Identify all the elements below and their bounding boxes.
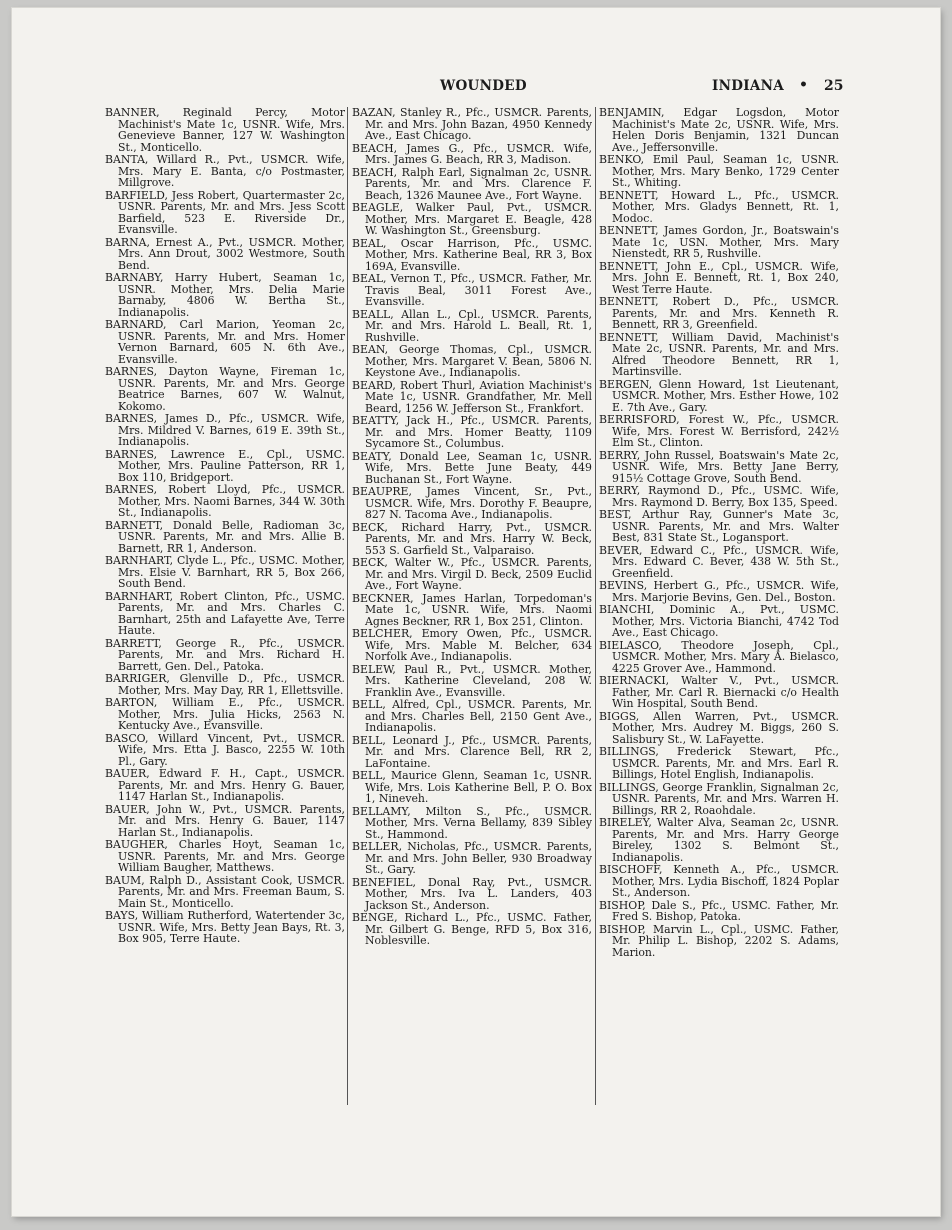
casualty-entry: BARNES, James D., Pfc., USMCR. Wife, Mrs. Mildred V. Barnes, 619 E. 39th St., Indianapolis. (105, 412, 345, 448)
document-page (12, 8, 940, 1216)
casualty-entry: BERRISFORD, Forest W., Pfc., USMCR. Wife, Mrs. Forest W. Berrisford, 242½ Elm St., Clinton. (599, 413, 839, 449)
casualty-entry: BISHOP, Dale S., Pfc., USMC. Father, Mr. Fred S. Bishop, Patoka. (599, 898, 839, 923)
casualty-entry: BELL, Leonard J., Pfc., USMCR. Parents, Mr. and Mrs. Clarence Bell, RR 2, LaFontaine. (352, 733, 592, 770)
casualty-entry: BIELASCO, Theodore Joseph, Cpl., USMCR. Mother, Mrs. Mary A. Bielasco, 4225 Grover Ave., Hammond. (599, 638, 839, 675)
casualty-entry: BELEW, Paul R., Pvt., USMCR. Mother, Mrs. Katherine Cleveland, 208 W. Franklin Ave., Evansville. (352, 662, 592, 699)
casualty-entry: BAUM, Ralph D., Assistant Cook, USMCR. Parents, Mr. and Mrs. Freeman Baum, S. Main St., Monticello. (105, 873, 345, 910)
column-divider (347, 107, 348, 1105)
casualty-entry: BASCO, Willard Vincent, Pvt., USMCR. Wife, Mrs. Etta J. Basco, 2255 W. 10th Pl., Gary. (105, 731, 345, 768)
casualty-entry: BEATTY, Jack H., Pfc., USMCR. Parents, Mr. and Mrs. Homer Beatty, 1109 Sycamore St., Columbus. (352, 414, 592, 450)
casualty-entry: BEATY, Donald Lee, Seaman 1c, USNR. Wife, Mrs. Bette June Beaty, 449 Buchanan St., Fort Wayne. (352, 449, 592, 486)
column-2 (352, 107, 592, 948)
casualty-entry: BARRIGER, Glenville D., Pfc., USMCR. Mother, Mrs. May Day, RR 1, Ellettsville. (105, 672, 345, 697)
casualty-entry: BENJAMIN, Edgar Logsdon, Motor Machinist's Mate 2c, USNR. Wife, Mrs. Helen Doris Benjamin, 1321 Duncan Ave., Jeffersonville. (599, 106, 839, 154)
casualty-entry: BELL, Alfred, Cpl., USMCR. Parents, Mr. and Mrs. Charles Bell, 2150 Gent Ave., Indianapolis. (352, 698, 592, 734)
casualty-entry: BEAN, George Thomas, Cpl., USMCR. Mother, Mrs. Margaret V. Bean, 5806 N. Keystone Ave., Indianapolis. (352, 343, 592, 379)
casualty-entry: BEVER, Edward C., Pfc., USMCR. Wife, Mrs. Edward C. Bever, 438 W. 5th St., Greenfield. (599, 543, 839, 580)
casualty-entry: BARNA, Ernest A., Pvt., USMCR. Mother, Mrs. Ann Drout, 3002 Westmore, South Bend. (105, 235, 345, 272)
casualty-entry: BEACH, James G., Pfc., USMCR. Wife, Mrs. James G. Beach, RR 3, Madison. (352, 141, 592, 166)
casualty-entry: BARNETT, Donald Belle, Radioman 3c, USNR. Parents, Mr. and Mrs. Allie B. Barnett, RR 1, Anderson. (105, 518, 345, 555)
casualty-entry: BEVINS, Herbert G., Pfc., USMCR. Wife, Mrs. Marjorie Bevins, Gen. Del., Boston. (599, 579, 839, 604)
casualty-entry: BIERNACKI, Walter V., Pvt., USMCR. Father, Mr. Carl R. Biernacki c/o Health Win Hospital, South Bend. (599, 674, 839, 710)
casualty-entry: BAUER, John W., Pvt., USMCR. Parents, Mr. and Mrs. Henry G. Bauer, 1147 Harlan St., Indianapolis. (105, 802, 345, 839)
casualty-entry: BEST, Arthur Ray, Gunner's Mate 3c, USNR. Parents, Mr. and Mrs. Walter Best, 831 State St., Logansport. (599, 508, 839, 544)
casualty-entry: BERRY, John Russel, Boatswain's Mate 2c, USNR. Wife, Mrs. Betty Jane Berry, 915½ Cottage Grove, South Bend. (599, 448, 839, 485)
casualty-entry: BISHOP, Marvin L., Cpl., USMC. Father, Mr. Philip L. Bishop, 2202 S. Adams, Marion. (599, 922, 839, 959)
casualty-entry: BELLAMY, Milton S., Pfc., USMCR. Mother, Mrs. Verna Bellamy, 839 Sibley St., Hammond. (352, 804, 592, 841)
casualty-entry: BENEFIEL, Donal Ray, Pvt., USMCR. Mother, Mrs. Iva L. Landers, 403 Jackson St., Anderson. (352, 875, 592, 912)
casualty-entry: BENNETT, William David, Machinist's Mate 2c, USNR. Parents, Mr. and Mrs. Alfred Theodore Bennett, RR 1, Martinsville. (599, 330, 839, 378)
casualty-entry: BAUGHER, Charles Hoyt, Seaman 1c, USNR. Parents, Mr. and Mrs. George William Baugher, Matthews. (105, 838, 345, 874)
casualty-entry: BEALL, Allan L., Cpl., USMCR. Parents, Mr. and Mrs. Harold L. Beall, Rt. 1, Rushville. (352, 307, 592, 344)
section-title: WOUNDED (440, 78, 527, 94)
casualty-entry: BECKNER, James Harlan, Torpedoman's Mate 1c, USNR. Wife, Mrs. Naomi Agnes Beckner, RR 1, Box 251, Clinton. (352, 591, 592, 628)
casualty-entry: BEARD, Robert Thurl, Aviation Machinist's Mate 1c, USNR. Grandfather, Mr. Mell Beard, 1256 W. Jefferson St., Frankfort. (352, 378, 592, 415)
header-bullet: • (799, 77, 808, 93)
casualty-entry: BEAUPRE, James Vincent, Sr., Pvt., USMCR. Wife, Mrs. Dorothy F. Beaupre, 827 N. Tacoma Ave., Indianapolis. (352, 485, 592, 521)
casualty-entry: BEAL, Vernon T., Pfc., USMCR. Father, Mr. Travis Beal, 3011 Forest Ave., Evansville. (352, 272, 592, 308)
casualty-entry: BERGEN, Glenn Howard, 1st Lieutenant, USMCR. Mother, Mrs. Esther Howe, 102 E. 7th Ave., Gary. (599, 377, 839, 414)
casualty-entry: BARNABY, Harry Hubert, Seaman 1c, USNR. Mother, Mrs. Delia Marie Barnaby, 4806 W. Bertha St., Indianapolis. (105, 271, 345, 319)
casualty-entry: BENNETT, Howard L., Pfc., USMCR. Mother, Mrs. Gladys Bennett, Rt. 1, Modoc. (599, 188, 839, 225)
casualty-entry: BECK, Walter W., Pfc., USMCR. Parents, Mr. and Mrs. Virgil D. Beck, 2509 Euclid Ave., Fort Wayne. (352, 556, 592, 592)
column-1 (105, 107, 345, 946)
casualty-entry: BARNES, Lawrence E., Cpl., USMC. Mother, Mrs. Pauline Patterson, RR 1, Box 110, Bridgeport. (105, 447, 345, 484)
casualty-entry: BELLER, Nicholas, Pfc., USMCR. Parents, Mr. and Mrs. John Beller, 930 Broadway St., Gary. (352, 840, 592, 876)
casualty-entry: BENNETT, James Gordon, Jr., Boatswain's Mate 1c, USN. Mother, Mrs. Mary Nienstedt, RR 5, Rushville. (599, 224, 839, 260)
casualty-entry: BENKO, Emil Paul, Seaman 1c, USNR. Mother, Mrs. Mary Benko, 1729 Center St., Whiting. (599, 153, 839, 189)
casualty-entry: BARNES, Dayton Wayne, Fireman 1c, USNR. Parents, Mr. and Mrs. George Beatrice Barnes, 607 W. Walnut, Kokomo. (105, 365, 345, 413)
casualty-entry: BAYS, William Rutherford, Watertender 3c, USNR. Wife, Mrs. Betty Jean Bays, Rt. 3, Box 905, Terre Haute. (105, 909, 345, 945)
casualty-entry: BENNETT, Robert D., Pfc., USMCR. Parents, Mr. and Mrs. Kenneth R. Bennett, RR 3, Greenfield. (599, 295, 839, 331)
casualty-entry: BARNHART, Robert Clinton, Pfc., USMC. Parents, Mr. and Mrs. Charles C. Barnhart, 25th and Lafayette Ave, Terre Haute. (105, 589, 345, 637)
state-name: INDIANA (712, 78, 785, 94)
casualty-entry: BEAGLE, Walker Paul, Pvt., USMCR. Mother, Mrs. Margaret E. Beagle, 428 W. Washington St., Greensburg. (352, 201, 592, 237)
casualty-entry: BECK, Richard Harry, Pvt., USMCR. Parents, Mr. and Mrs. Harry W. Beck, 553 S. Garfield St., Valparaiso. (352, 520, 592, 557)
casualty-entry: BILLINGS, George Franklin, Signalman 2c, USNR. Parents, Mr. and Mrs. Warren H. Billings, RR 2, Roaohdale. (599, 780, 839, 817)
casualty-entry: BENGE, Richard L., Pfc., USMC. Father, Mr. Gilbert G. Benge, RFD 5, Box 316, Noblesville. (352, 911, 592, 947)
column-divider (595, 107, 596, 1105)
casualty-entry: BAZAN, Stanley R., Pfc., USMCR. Parents, Mr. and Mrs. John Bazan, 4950 Kennedy Ave., East Chicago. (352, 106, 592, 142)
casualty-entry: BARTON, William E., Pfc., USMCR. Mother, Mrs. Julia Hicks, 2563 N. Kentucky Ave., Evansville. (105, 696, 345, 732)
casualty-entry: BIANCHI, Dominic A., Pvt., USMC. Mother, Mrs. Victoria Bianchi, 4742 Tod Ave., East Chicago. (599, 603, 839, 639)
page-header (102, 78, 852, 100)
casualty-entry: BELCHER, Emory Owen, Pfc., USMCR. Wife, Mrs. Mable M. Belcher, 634 Norfolk Ave., Indianapolis. (352, 627, 592, 663)
casualty-entry: BARRETT, George R., Pfc., USMCR. Parents, Mr. and Mrs. Richard H. Barrett, Gen. Del., Patoka. (105, 636, 345, 673)
casualty-entry: BARNARD, Carl Marion, Yeoman 2c, USNR. Parents, Mr. and Mrs. Homer Vernon Barnard, 605 N. 6th Ave., Evansville. (105, 318, 345, 366)
casualty-entry: BARFIELD, Jess Robert, Quartermaster 2c, USNR. Parents, Mr. and Mrs. Jess Scott Barfield, 523 E. Riverside Dr., Evansville. (105, 188, 345, 236)
casualty-entry: BELL, Maurice Glenn, Seaman 1c, USNR. Wife, Mrs. Lois Katherine Bell, P. O. Box 1, Nineveh. (352, 769, 592, 805)
casualty-entry: BISCHOFF, Kenneth A., Pfc., USMCR. Mother, Mrs. Lydia Bischoff, 1824 Poplar St., Anderson. (599, 863, 839, 899)
casualty-entry: BENNETT, John E., Cpl., USMCR. Wife, Mrs. John E. Bennett, Rt. 1, Box 240, West Terre Haute. (599, 259, 839, 296)
casualty-entry: BIRELEY, Walter Alva, Seaman 2c, USNR. Parents, Mr. and Mrs. Harry George Bireley, 1302 S. Belmont St., Indianapolis. (599, 816, 839, 864)
column-3 (599, 107, 839, 959)
casualty-entry: BARNES, Robert Lloyd, Pfc., USMCR. Mother, Mrs. Naomi Barnes, 344 W. 30th St., Indianapolis. (105, 483, 345, 519)
casualty-entry: BEACH, Ralph Earl, Signalman 2c, USNR. Parents, Mr. and Mrs. Clarence F. Beach, 1326 Maunee Ave., Fort Wayne. (352, 165, 592, 202)
casualty-entry: BAUER, Edward F. H., Capt., USMCR. Parents, Mr. and Mrs. Henry G. Bauer, 1147 Harlan St., Indianapolis. (105, 767, 345, 803)
casualty-entry: BANTA, Willard R., Pvt., USMCR. Wife, Mrs. Mary E. Banta, c/o Postmaster, Millgrove. (105, 153, 345, 189)
casualty-entry: BERRY, Raymond D., Pfc., USMC. Wife, Mrs. Raymond D. Berry, Box 135, Speed. (599, 484, 839, 509)
casualty-entry: BANNER, Reginald Percy, Motor Machinist's Mate 1c, USNR. Wife, Mrs. Genevieve Banner, 127 W. Washington St., Monticello. (105, 106, 345, 154)
casualty-entry: BARNHART, Clyde L., Pfc., USMC. Mother, Mrs. Elsie V. Barnhart, RR 5, Box 266, South Bend. (105, 554, 345, 590)
casualty-entry: BILLINGS, Frederick Stewart, Pfc., USMCR. Parents, Mr. and Mrs. Earl R. Billings, Hotel English, Indianapolis. (599, 745, 839, 781)
page-number: 25 (824, 78, 844, 94)
casualty-entry: BIGGS, Allen Warren, Pvt., USMCR. Mother, Mrs. Audrey M. Biggs, 260 S. Salisbury St., W. LaFayette. (599, 709, 839, 746)
casualty-entry: BEAL, Oscar Harrison, Pfc., USMC. Mother, Mrs. Katherine Beal, RR 3, Box 169A, Evansville. (352, 236, 592, 273)
